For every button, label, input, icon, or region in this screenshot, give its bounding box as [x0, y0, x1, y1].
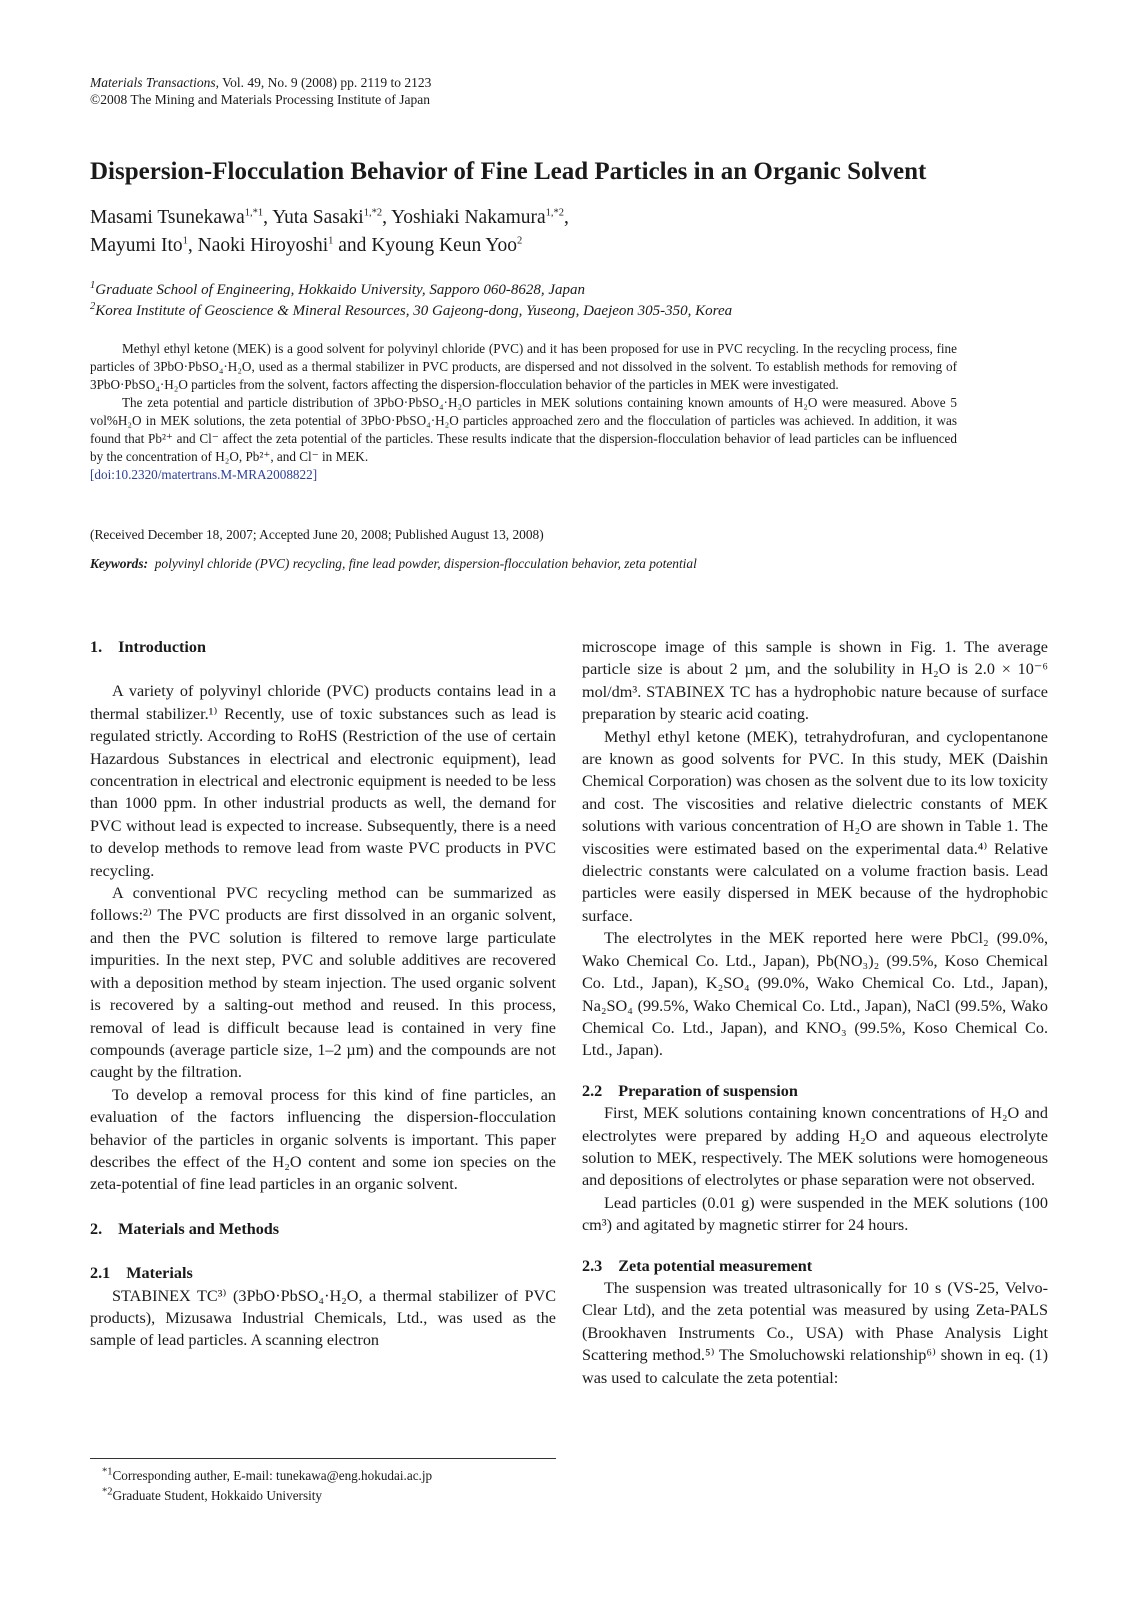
affiliation-2 — [90, 301, 1050, 322]
keywords — [90, 556, 697, 572]
received-dates: (Received December 18, 2007; Accepted June 20, 2008; Published August 13, 2008) — [90, 527, 544, 542]
body-paragraph: First, MEK solutions containing known concentrations of H₂O and electrolytes were prepared by adding H₂O and aqueous electrolyte solution to MEK, respectively. The MEK solutions were homogeneous and depositions of electrolytes or phase separation were not observed. — [582, 1104, 1048, 1190]
author-sep: , — [263, 207, 273, 228]
author-name: Kyoung Keun Yoo — [371, 235, 518, 256]
footnote-text: Graduate Student, Hokkaido University — [112, 1488, 322, 1503]
footnote-mark: *2 — [102, 1486, 113, 1498]
footnote-text: Corresponding auther, E-mail: tunekawa@eng.hokudai.ac.jp — [112, 1468, 433, 1483]
author-sep: , — [187, 235, 198, 256]
footnote-divider — [90, 1458, 556, 1459]
section-number: 2. — [90, 1219, 103, 1238]
author-sep: , — [564, 207, 569, 228]
author-mark: 1 — [182, 235, 188, 247]
affiliations — [90, 280, 1050, 322]
subsection-heading-suspension — [582, 1080, 1048, 1102]
footnote-1 — [102, 1466, 432, 1486]
footnotes — [90, 1466, 432, 1506]
body-paragraph: To develop a removal process for this kind of fine particles, an evaluation of the factors influencing the dispersion-flocculation behavior of the particles in organic solvents is important. This paper describes the effect of the H₂O content and some ion species on the zeta-potential of fine lead particles in an organic solvent. — [90, 1085, 556, 1194]
footnote-2 — [102, 1486, 432, 1506]
author-name: Naoki Hiroyoshi — [197, 235, 329, 256]
abstract — [90, 340, 957, 484]
keywords-text: polyvinyl chloride (PVC) recycling, fine lead powder, dispersion-flocculation behavior, zeta potential — [154, 556, 697, 571]
section-number: 1. — [90, 638, 103, 656]
author-sep: , — [382, 207, 392, 228]
body-paragraph: STABINEX TC³⁾ (3PbO·PbSO₄·H₂O, a thermal stabilizer of PVC products), Mizusawa Industrial Chemicals, Ltd., was used as the sample of lead particles. A scanning electron — [90, 1286, 556, 1350]
body-paragraph: microscope image of this sample is shown in Fig. 1. The average particle size is about 2 µm, and the solubility in H₂O is 2.0 × 10⁻⁶ mol/dm³. STABINEX TC has a hydrophobic nature because of surface preparation by stearic acid coating. — [582, 638, 1048, 724]
footnote-mark: *1 — [102, 1466, 113, 1478]
body-paragraph: Lead particles (0.01 g) were suspended in the MEK solutions (100 cm³) and agitated by magnetic stirrer for 24 hours. — [582, 1193, 1048, 1235]
body-paragraph: Methyl ethyl ketone (MEK), tetrahydrofuran, and cyclopentanone are known as good solvents for PVC. In this study, MEK (Daishin Chemical Corporation) was chosen as the solvent due to its low toxicity and cost. The viscosities and relative dielectric constants of MEK solutions with various concentration of H₂O are shown in Table 1. The viscosities were estimated based on the experimental data.⁴⁾ Relative dielectric constants were calculated on a volume fraction basis. Lead particles were easily dispersed in MEK because of the hydrophobic surface. — [582, 727, 1048, 925]
keywords-label: Keywords: — [90, 556, 149, 571]
journal-citation — [90, 74, 431, 91]
subsection-number: 2.2 — [582, 1081, 603, 1100]
section-title: Introduction — [118, 638, 206, 656]
author-line-2 — [90, 232, 1050, 260]
author-mark: 1,*2 — [545, 207, 565, 219]
affiliation-mark: 1 — [90, 280, 96, 291]
body-paragraph: The suspension was treated ultrasonically for 10 s (VS-25, Velvo-Clear Ltd), and the zeta potential was measured by using Zeta-PALS (Brookhaven Instruments Co., USA) with Phase Analysis Light Scattering method.⁵⁾ The Smoluchowski relationship⁶⁾ shown in eq. (1) was used to calculate the zeta potential: — [582, 1278, 1048, 1387]
author-mark: 1 — [328, 235, 334, 247]
journal-name: Materials Transactions — [90, 75, 216, 90]
copyright-line: ©2008 The Mining and Materials Processing Institute of Japan — [90, 92, 430, 107]
journal-header — [90, 74, 431, 108]
body-paragraph: The electrolytes in the MEK reported here were PbCl₂ (99.0%, Wako Chemical Co. Ltd., Japan), Pb(NO₃)₂ (99.5%, Koso Chemical Co. Ltd., Japan), K₂SO₄ (99.0%, Wako Chemical Co. Ltd., Japan), Na₂SO₄ (99.5%, Wako Chemical Co. Ltd., Japan), NaCl (99.5%, Wako Chemical Co. Ltd., Japan), and KNO₃ (99.5%, Koso Chemical Co. Ltd., Japan). — [582, 929, 1048, 1060]
affiliation-text: Korea Institute of Geoscience & Mineral Resources, 30 Gajeong-dong, Yuseong, Daejeon 305-350, Korea — [95, 303, 733, 319]
subsection-number: 2.1 — [90, 1264, 111, 1283]
author-name: Mayumi Ito — [90, 235, 183, 256]
body-paragraph: A conventional PVC recycling method can be summarized as follows:²⁾ The PVC products are first dissolved in an organic solvent, and then the PVC solution is filtered to remove large particulate impurities. In the next step, PVC and soluble additives are recovered with a deposition method by steam injection. The used organic solvent is recovered by a salting-out method and reused. In this process, removal of lead is difficult because lead is contained in very fine compounds (average particle size, 1–2 µm) and the compounds are not caught by the filtration. — [90, 884, 556, 1082]
affiliation-mark: 2 — [90, 301, 96, 312]
section-heading-materials-methods — [90, 1218, 556, 1240]
subsection-heading-materials — [90, 1262, 556, 1284]
subsection-number: 2.3 — [582, 1256, 603, 1275]
subsection-heading-zeta — [582, 1255, 1048, 1277]
subsection-title: Preparation of suspension — [618, 1081, 798, 1100]
author-name: Masami Tsunekawa — [90, 207, 245, 228]
author-list — [90, 204, 1050, 260]
doi-link[interactable]: [doi:10.2320/matertrans.M-MRA2008822] — [90, 467, 318, 482]
abstract-paragraph-2: The zeta potential and particle distribution of 3PbO·PbSO₄·H₂O particles in MEK solutions containing known amounts of H₂O were measured. Above 5 vol%H₂O in MEK solutions, the zeta potential of 3PbO·PbSO₄·H₂O particles approached zero and the flocculation of particles was achieved. In addition, it was found that Pb²⁺ and Cl⁻ affect the zeta potential of the particles. These results indicate that the dispersion-flocculation behavior of lead particles can be influenced by the concentration of H₂O, Pb²⁺, and Cl⁻ in MEK. — [90, 395, 957, 464]
author-mark: 1,*2 — [363, 207, 383, 219]
author-name: Yuta Sasaki — [272, 207, 364, 228]
article-title: Dispersion-Flocculation Behavior of Fine Lead Particles in an Organic Solvent — [90, 158, 927, 185]
subsection-title: Zeta potential measurement — [618, 1256, 813, 1275]
author-line-1 — [90, 204, 1050, 232]
left-column — [90, 636, 556, 1352]
affiliation-1 — [90, 280, 1050, 301]
body-paragraph: A variety of polyvinyl chloride (PVC) products contains lead in a thermal stabilizer.¹⁾ Recently, use of toxic substances such as lead is regulated strictly. According to RoHS (Restriction of the use of certain Hazardous Substances in electrical and electronic equipment), lead concentration in electrical and electronic equipment is needed to be less than 1000 ppm. In other industrial products as well, the demand for PVC without lead is expected to increase. Subsequently, there is a need to develop methods to remove lead from waste PVC products in PVC recycling. — [90, 682, 556, 880]
section-heading-introduction — [90, 636, 556, 658]
author-mark: 1,*1 — [244, 207, 264, 219]
right-column — [582, 636, 1048, 1389]
author-mark: 2 — [517, 235, 523, 247]
author-name: Yoshiaki Nakamura — [391, 207, 546, 228]
section-title: Materials and Methods — [118, 1219, 280, 1238]
affiliation-text: Graduate School of Engineering, Hokkaido University, Sapporo 060-8628, Japan — [95, 282, 586, 298]
subsection-title: Materials — [126, 1264, 193, 1283]
abstract-paragraph-1: Methyl ethyl ketone (MEK) is a good solvent for polyvinyl chloride (PVC) and it has been proposed for use in PVC recycling. In the recycling process, fine particles of 3PbO·PbSO₄·H₂O, used as a thermal stabilizer in PVC products, are dispersed and not dissolved in the solvent. To establish methods for removing of 3PbO·PbSO₄·H₂O particles from the solvent, factors affecting the dispersion-flocculation behavior of the particles in MEK were investigated. — [90, 341, 957, 392]
journal-volume-pages: , Vol. 49, No. 9 (2008) pp. 2119 to 2123 — [215, 75, 432, 90]
author-sep: and — [333, 235, 372, 256]
